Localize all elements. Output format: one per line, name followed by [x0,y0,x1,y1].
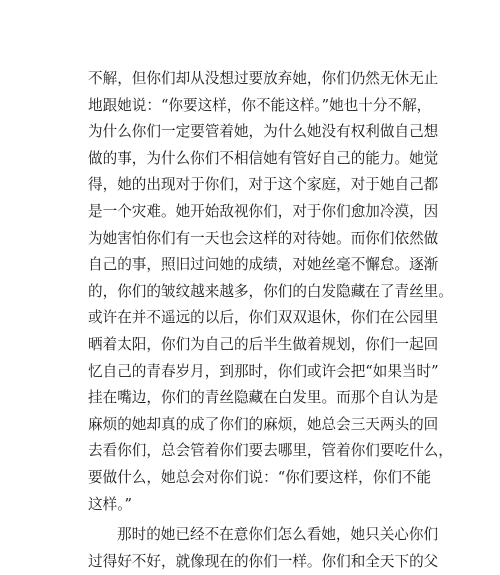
text-line: 的，你们的皱纹越来越多，你们的白发隐藏在了青丝里。 [88,282,453,300]
text-line: 自己的事，照旧过问她的成绩，对她丝毫不懈怠。逐渐 [88,256,439,274]
text-line: 忆自己的青春岁月，到那时，你们或许会把“如果当时” [88,362,439,380]
text-line: 为她害怕你们有一天也会这样的对待她。而你们依然做 [88,229,439,247]
text-line: 那时的她已经不在意你们怎么看她，她只关心你们 [117,526,439,544]
paragraph-2 [88,522,439,575]
text-line: 这样。” [88,495,132,513]
text-line: 不解，但你们却从没想过要放弃她，你们仍然无休无止 [88,70,439,87]
text-line: 或许在并不遥远的以后，你们双双退休，你们在公园里 [88,309,439,327]
text-line: 麻烦的她却真的成了你们的麻烦，她总会三天两头的回 [88,415,439,433]
text-line: 为什么你们一定要管着她，为什么她没有权利做自己想 [88,123,439,141]
text-line: 地跟她说：“你要这样，你不能这样。”她也十分不解， [88,96,432,114]
text-line: 晒着太阳，你们为自己的后半生做着规划，你们一起回 [88,335,439,353]
text-line: 做的事，为什么你们不相信她有管好自己的能力。她觉 [88,149,439,167]
document-body [88,66,453,575]
text-line: 过得好不好，就像现在的你们一样。你们和全天下的父 [88,552,439,570]
text-line: 挂在嘴边，你们的青丝隐藏在白发里。而那个自认为是 [88,389,439,407]
text-line: 要做什么，她总会对你们说：“你们要这样，你们不能 [88,468,432,486]
text-line: 是一个灾难。她开始敌视你们，对于你们愈加冷漠，因 [88,202,439,220]
paragraph-1 [88,66,453,518]
text-line: 去看你们，总会管着你们要去哪里，管着你们要吃什么， [88,442,453,460]
text-line: 得，她的出现对于你们，对于这个家庭，对于她自己都 [88,176,439,194]
